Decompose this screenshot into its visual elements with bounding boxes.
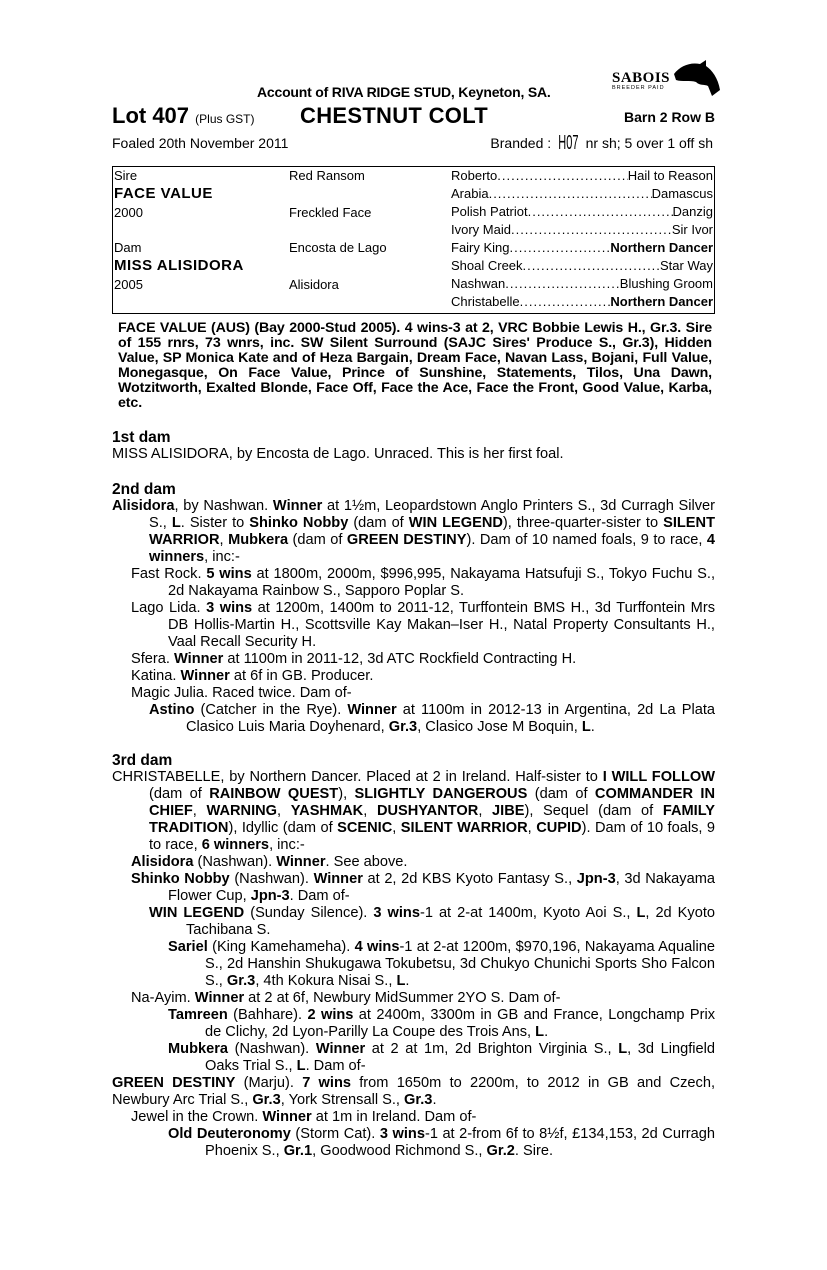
bold-text: DUSHYANTOR <box>376 803 479 819</box>
bold-text: Winner <box>272 498 323 514</box>
entry-text: , <box>219 532 229 548</box>
bold-text: CUPID <box>536 820 582 836</box>
dam-label: Dam <box>114 240 142 255</box>
entry-text: ), three-quarter-sister to <box>502 515 664 531</box>
pedigree-entry <box>112 685 715 702</box>
pedigree-entry <box>112 939 715 990</box>
pedigree-entry <box>112 1075 715 1109</box>
bold-text: SCENIC <box>337 820 393 836</box>
bold-text: SLIGHTLY DANGEROUS <box>354 786 528 802</box>
pedigree-entry <box>112 702 715 736</box>
entry-text: (King Kamehameha). <box>207 939 355 955</box>
gg-right: Hail to Reason <box>627 168 713 183</box>
entry-text: -1 at 2-at 1400m, Kyoto Aoi S., <box>419 905 637 921</box>
entry-text: (dam of <box>527 786 595 802</box>
bold-text: 7 wins <box>302 1075 351 1091</box>
bold-text: SILENT WARRIOR <box>400 820 528 836</box>
bold-text: Old Deuteronomy <box>168 1126 291 1142</box>
bold-text: Sariel <box>168 939 208 955</box>
third-dam-entries <box>112 769 715 1160</box>
leader-dots <box>489 186 652 201</box>
pedigree-entry <box>112 769 715 854</box>
entry-text: ). Dam of 10 foals, 9 to race, <box>149 820 716 853</box>
entry-text: Lago Lida. <box>131 600 207 616</box>
bold-text: WIN LEGEND <box>408 515 503 531</box>
bold-text: Winner <box>174 651 224 667</box>
entry-text: , inc:- <box>204 549 240 565</box>
plus-gst: (Plus GST) <box>195 112 255 126</box>
bold-text: JIBE <box>492 803 525 819</box>
pedigree-entry <box>112 1126 715 1160</box>
bold-text: Gr.2 <box>486 1143 515 1159</box>
leader-dots <box>523 258 660 273</box>
bold-text: 6 winners <box>201 837 270 853</box>
pedigree-table <box>112 166 715 314</box>
gg-left: Fairy King <box>451 240 510 255</box>
entry-text: Fast Rock. <box>131 566 207 582</box>
gg-left: Roberto <box>451 168 498 183</box>
logo-subtitle: BREEDER PAID <box>612 85 665 91</box>
pedigree-entry <box>112 566 715 600</box>
pedigree-entry <box>112 668 715 685</box>
entry-text: (dam of <box>149 786 210 802</box>
third-dam-heading: 3rd dam <box>112 752 173 769</box>
bold-text: COMMANDER IN CHIEF <box>149 786 715 819</box>
entry-text: Jewel in the Crown. <box>131 1109 263 1125</box>
bold-text: 4 winners <box>149 532 716 565</box>
pedigree-entry <box>112 1041 715 1075</box>
gg-right: Danzig <box>672 204 713 219</box>
entry-text: (Nashwan). <box>229 871 314 887</box>
leader-dots <box>497 168 627 183</box>
pedigree-entry <box>112 905 715 939</box>
bold-text: Winner <box>194 990 245 1006</box>
bold-text: FAMILY TRADITION <box>149 803 716 836</box>
bold-text: Winner <box>313 871 363 887</box>
pedigree-entry <box>112 854 715 871</box>
entry-text: from 1650m to 2200m, to 2012 in GB and Czech, Newbury Arc Trial S., <box>112 1075 716 1108</box>
pedigree-entry <box>112 498 715 566</box>
lot-label: Lot 407 <box>112 103 190 128</box>
foaled-line <box>112 132 715 155</box>
gg-row <box>451 204 713 219</box>
bold-text: Shinko Nobby <box>131 871 230 887</box>
entry-text: (Sunday Silence). <box>244 905 374 921</box>
bold-text: GREEN DESTINY <box>112 1075 236 1091</box>
entry-text: . <box>432 1092 437 1108</box>
horse-head-icon <box>672 60 722 100</box>
second-dam-heading: 2nd dam <box>112 481 176 498</box>
entry-text: (Bahhare). <box>227 1007 308 1023</box>
entry-text: (Marju). <box>235 1075 303 1091</box>
entry-text: -1 at 2-at 1200m, $970,196, Nakayama Aqualine S., 2d Hanshin Shukugawa Tokubetsu, 3d Chukyo Chunichi Sports Sho Falcon S., <box>205 939 715 989</box>
entry-text: at 2 at 6f, Newbury MidSummer 2YO S. Dam of- <box>244 990 561 1006</box>
bold-text: Winner <box>262 1109 312 1125</box>
entry-text: (dam of <box>288 532 347 548</box>
leader-dots <box>505 276 620 291</box>
bold-text: Gr.3 <box>226 973 256 989</box>
bold-text: Astino <box>149 702 195 718</box>
gg-left: Ivory Maid <box>451 222 511 237</box>
bold-text: Mubkera <box>228 532 289 548</box>
entry-text: -1 at 2-from 6f to 8½f, £134,153, 2d Curragh Phoenix S., <box>205 1126 716 1159</box>
bold-text: Mubkera <box>168 1041 229 1057</box>
entry-text: at 1100m in 2011-12, 3d ATC Rockfield Contracting H. <box>223 651 577 667</box>
gg-row <box>451 276 713 291</box>
entry-text: . Sister to <box>180 515 250 531</box>
vendor-account: Account of RIVA RIDGE STUD, Keyneton, SA. <box>257 84 551 100</box>
branded-detail: nr sh; 5 over 1 off sh <box>585 135 713 151</box>
foaled-date: Foaled 20th November 2011 <box>112 135 289 151</box>
gg-left: Shoal Creek <box>451 258 523 273</box>
sire-sire: Red Ransom <box>289 168 365 183</box>
entry-text: Na-Ayim. <box>131 990 195 1006</box>
bold-text: 3 wins <box>373 905 420 921</box>
sire-label: Sire <box>114 168 138 183</box>
entry-text: , <box>478 803 493 819</box>
bold-text: Winner <box>276 854 326 870</box>
first-dam-section <box>112 429 715 463</box>
pedigree-entry <box>112 871 715 905</box>
entry-text: , <box>392 820 401 836</box>
second-dam-entries <box>112 498 715 736</box>
first-dam-heading: 1st dam <box>112 429 171 446</box>
bold-text: Shinko Nobby <box>249 515 349 531</box>
bold-text: RAINBOW QUEST <box>209 786 339 802</box>
entry-text: Magic Julia. Raced twice. Dam of- <box>131 685 352 701</box>
bold-text: WARNING <box>206 803 278 819</box>
branded-info <box>490 132 713 154</box>
gg-right: Northern Dancer <box>610 294 713 309</box>
bold-text: GREEN DESTINY <box>346 532 467 548</box>
entry-text: at 1800m, 2000m, $996,995, Nakayama Hatsufuji S., Tokyo Fuchu S., 2d Nakayama Rainbow S., Sapporo Poplar S. <box>168 566 715 599</box>
brand-mark: H07 <box>558 132 579 154</box>
entry-text: . <box>590 719 595 735</box>
bold-text: L <box>618 1041 628 1057</box>
lot-number <box>112 103 255 129</box>
bold-text: Gr.1 <box>283 1143 313 1159</box>
pedigree-entry <box>112 1109 715 1126</box>
entry-text: , Goodwood Richmond S., <box>312 1143 487 1159</box>
entry-text: at 1½m, Leopardstown Anglo Printers S., 3d Curragh Silver S., <box>149 498 715 531</box>
entry-text: , 3d Lingfield Oaks Trial S., <box>205 1041 715 1074</box>
dam-year: 2005 <box>114 277 143 292</box>
leader-dots <box>520 294 611 309</box>
entry-text: ). Dam of 10 named foals, 9 to race, <box>466 532 707 548</box>
bold-text: L <box>581 719 591 735</box>
entry-text: at 6f in GB. Producer. <box>229 668 374 684</box>
leader-dots <box>528 204 673 219</box>
entry-text: at 2, 2d KBS Kyoto Fantasy S., <box>362 871 577 887</box>
gg-right: Star Way <box>660 258 713 273</box>
bold-text: Winner <box>315 1041 366 1057</box>
colour-sex: CHESTNUT COLT <box>300 103 489 128</box>
sire-summary: FACE VALUE (AUS) (Bay 2000-Stud 2005). 4 wins-3 at 2, VRC Bobbie Lewis H., Gr.3. Sire of 155 rnrs, 73 wnrs, inc. SW Silent Surround (SAJC Sires' Produce S., Gr.3), Hidden Value, SP Monica Kate and of Heza Bargain, Dream Face, Navan Lass, Bojani, Full Value, Monegasque, On Face Value, Prince of Sunshine, Statements, Tilos, Una Dawn, Wotzitworth, Exalted Blonde, Face Off, Face the Ace, Face the Front, Good Value, Karba, etc. <box>118 320 712 411</box>
gg-row <box>451 186 713 201</box>
bold-text: I WILL FOLLOW <box>602 769 716 785</box>
second-dam-section <box>112 481 715 736</box>
pedigree-entry <box>112 1007 715 1041</box>
bold-text: Tamreen <box>168 1007 228 1023</box>
entry-text: , 2d Kyoto Tachibana S. <box>186 905 716 938</box>
entry-text: , <box>192 803 207 819</box>
entry-text: (Storm Cat). <box>290 1126 380 1142</box>
bold-text: SILENT WARRIOR <box>149 515 715 548</box>
gg-left: Polish Patriot <box>451 204 528 219</box>
gg-row <box>451 258 713 273</box>
sire-dam: Freckled Face <box>289 205 372 220</box>
entry-text: , <box>527 820 537 836</box>
gg-row <box>451 294 713 309</box>
entry-text: . Sire. <box>514 1143 554 1159</box>
barn-location: Barn 2 Row B <box>623 109 715 125</box>
pedigree-entry <box>112 600 715 651</box>
bold-text: L <box>396 973 406 989</box>
gg-row <box>451 222 713 237</box>
entry-text: (Catcher in the Rye). <box>194 702 348 718</box>
gg-right: Damascus <box>651 186 713 201</box>
entry-text: . Dam of- <box>305 1058 366 1074</box>
entry-text: , <box>277 803 291 819</box>
branded-label: Branded : <box>490 135 552 151</box>
dam-sire: Encosta de Lago <box>289 240 387 255</box>
gg-right: Blushing Groom <box>619 276 713 291</box>
entry-text: at 1m in Ireland. Dam of- <box>311 1109 477 1125</box>
entry-text: , <box>363 803 377 819</box>
bold-text: Gr.3 <box>252 1092 281 1108</box>
bold-text: Alisidora <box>112 498 175 514</box>
entry-text: at 2400m, 3300m in GB and France, Longchamp Prix de Clichy, 2d Lyon-Parilly La Coupe des Trois Ans, <box>205 1007 715 1040</box>
entry-text: . Dam of- <box>289 888 350 904</box>
bold-text: L <box>535 1024 545 1040</box>
entry-text: , Clasico Jose M Boquin, <box>417 719 582 735</box>
bold-text: 2 wins <box>307 1007 354 1023</box>
entry-text: at 1200m, 1400m to 2011-12, Turffontein BMS H., 3d Turffontein Mrs DB Hollis-Martin H., Scottsville Kay Makan–Iser H., Natal Property Consultants H., Vaal Recall Security H. <box>168 600 715 650</box>
leader-dots <box>511 222 672 237</box>
bold-text: L <box>636 905 646 921</box>
entry-text: , 3d Nakayama Flower Cup, <box>168 871 715 904</box>
entry-text: (Nashwan). <box>228 1041 316 1057</box>
entry-text: , 4th Kokura Nisai S., <box>255 973 397 989</box>
bold-text: Gr.3 <box>388 719 418 735</box>
pedigree-entry <box>112 651 715 668</box>
bold-text: L <box>171 515 181 531</box>
bold-text: 4 wins <box>354 939 400 955</box>
bold-text: Jpn-3 <box>250 888 290 904</box>
bold-text: YASHMAK <box>290 803 364 819</box>
gg-right: Northern Dancer <box>610 240 713 255</box>
entry-text: ), <box>338 786 355 802</box>
entry-text: Katina. <box>131 668 181 684</box>
lot-line <box>112 103 715 129</box>
bold-text: Jpn-3 <box>576 871 616 887</box>
gg-row <box>451 240 713 255</box>
gg-row <box>451 168 713 183</box>
gg-right: Sir Ivor <box>671 222 713 237</box>
dam-name: MISS ALISIDORA <box>114 257 244 274</box>
entry-text: . <box>544 1024 549 1040</box>
logo-text: SABOIS <box>612 70 671 86</box>
third-dam-section <box>112 752 715 1160</box>
leader-dots <box>510 240 611 255</box>
entry-text: (dam of <box>348 515 409 531</box>
bold-text: Gr.3 <box>404 1092 433 1108</box>
bold-text: Alisidora <box>131 854 194 870</box>
bold-text: WIN LEGEND <box>149 905 245 921</box>
entry-text: (Nashwan). <box>193 854 277 870</box>
gg-left: Arabia <box>451 186 489 201</box>
entry-text: ), Idyllic (dam of <box>228 820 338 836</box>
bold-text: L <box>296 1058 306 1074</box>
entry-text: ), Sequel (dam of <box>524 803 663 819</box>
bold-text: 3 wins <box>379 1126 425 1142</box>
entry-text: Sfera. <box>131 651 174 667</box>
entry-text: CHRISTABELLE, by Northern Dancer. Placed at 2 in Ireland. Half-sister to <box>112 769 603 785</box>
sire-year: 2000 <box>114 205 143 220</box>
entry-text: . <box>405 973 410 989</box>
first-dam-text: MISS ALISIDORA, by Encosta de Lago. Unraced. This is her first foal. <box>112 446 564 462</box>
gg-left: Nashwan <box>451 276 506 291</box>
entry-text: . See above. <box>325 854 408 870</box>
sire-name: FACE VALUE <box>114 185 213 202</box>
sabois-logo <box>612 68 722 104</box>
bold-text: 3 wins <box>206 600 253 616</box>
pedigree-entry <box>112 990 715 1007</box>
dam-dam: Alisidora <box>289 277 339 292</box>
bold-text: 5 wins <box>206 566 252 582</box>
bold-text: Winner <box>347 702 397 718</box>
bold-text: Winner <box>180 668 230 684</box>
entry-text: at 1100m in 2012-13 in Argentina, 2d La Plata Clasico Luis Maria Doyhenard, <box>186 702 715 735</box>
gg-left: Christabelle <box>451 294 520 309</box>
entry-text: , inc:- <box>269 837 305 853</box>
entry-text: at 2 at 1m, 2d Brighton Virginia S., <box>365 1041 619 1057</box>
entry-text: , by Nashwan. <box>174 498 273 514</box>
entry-text: , York Strensall S., <box>280 1092 405 1108</box>
